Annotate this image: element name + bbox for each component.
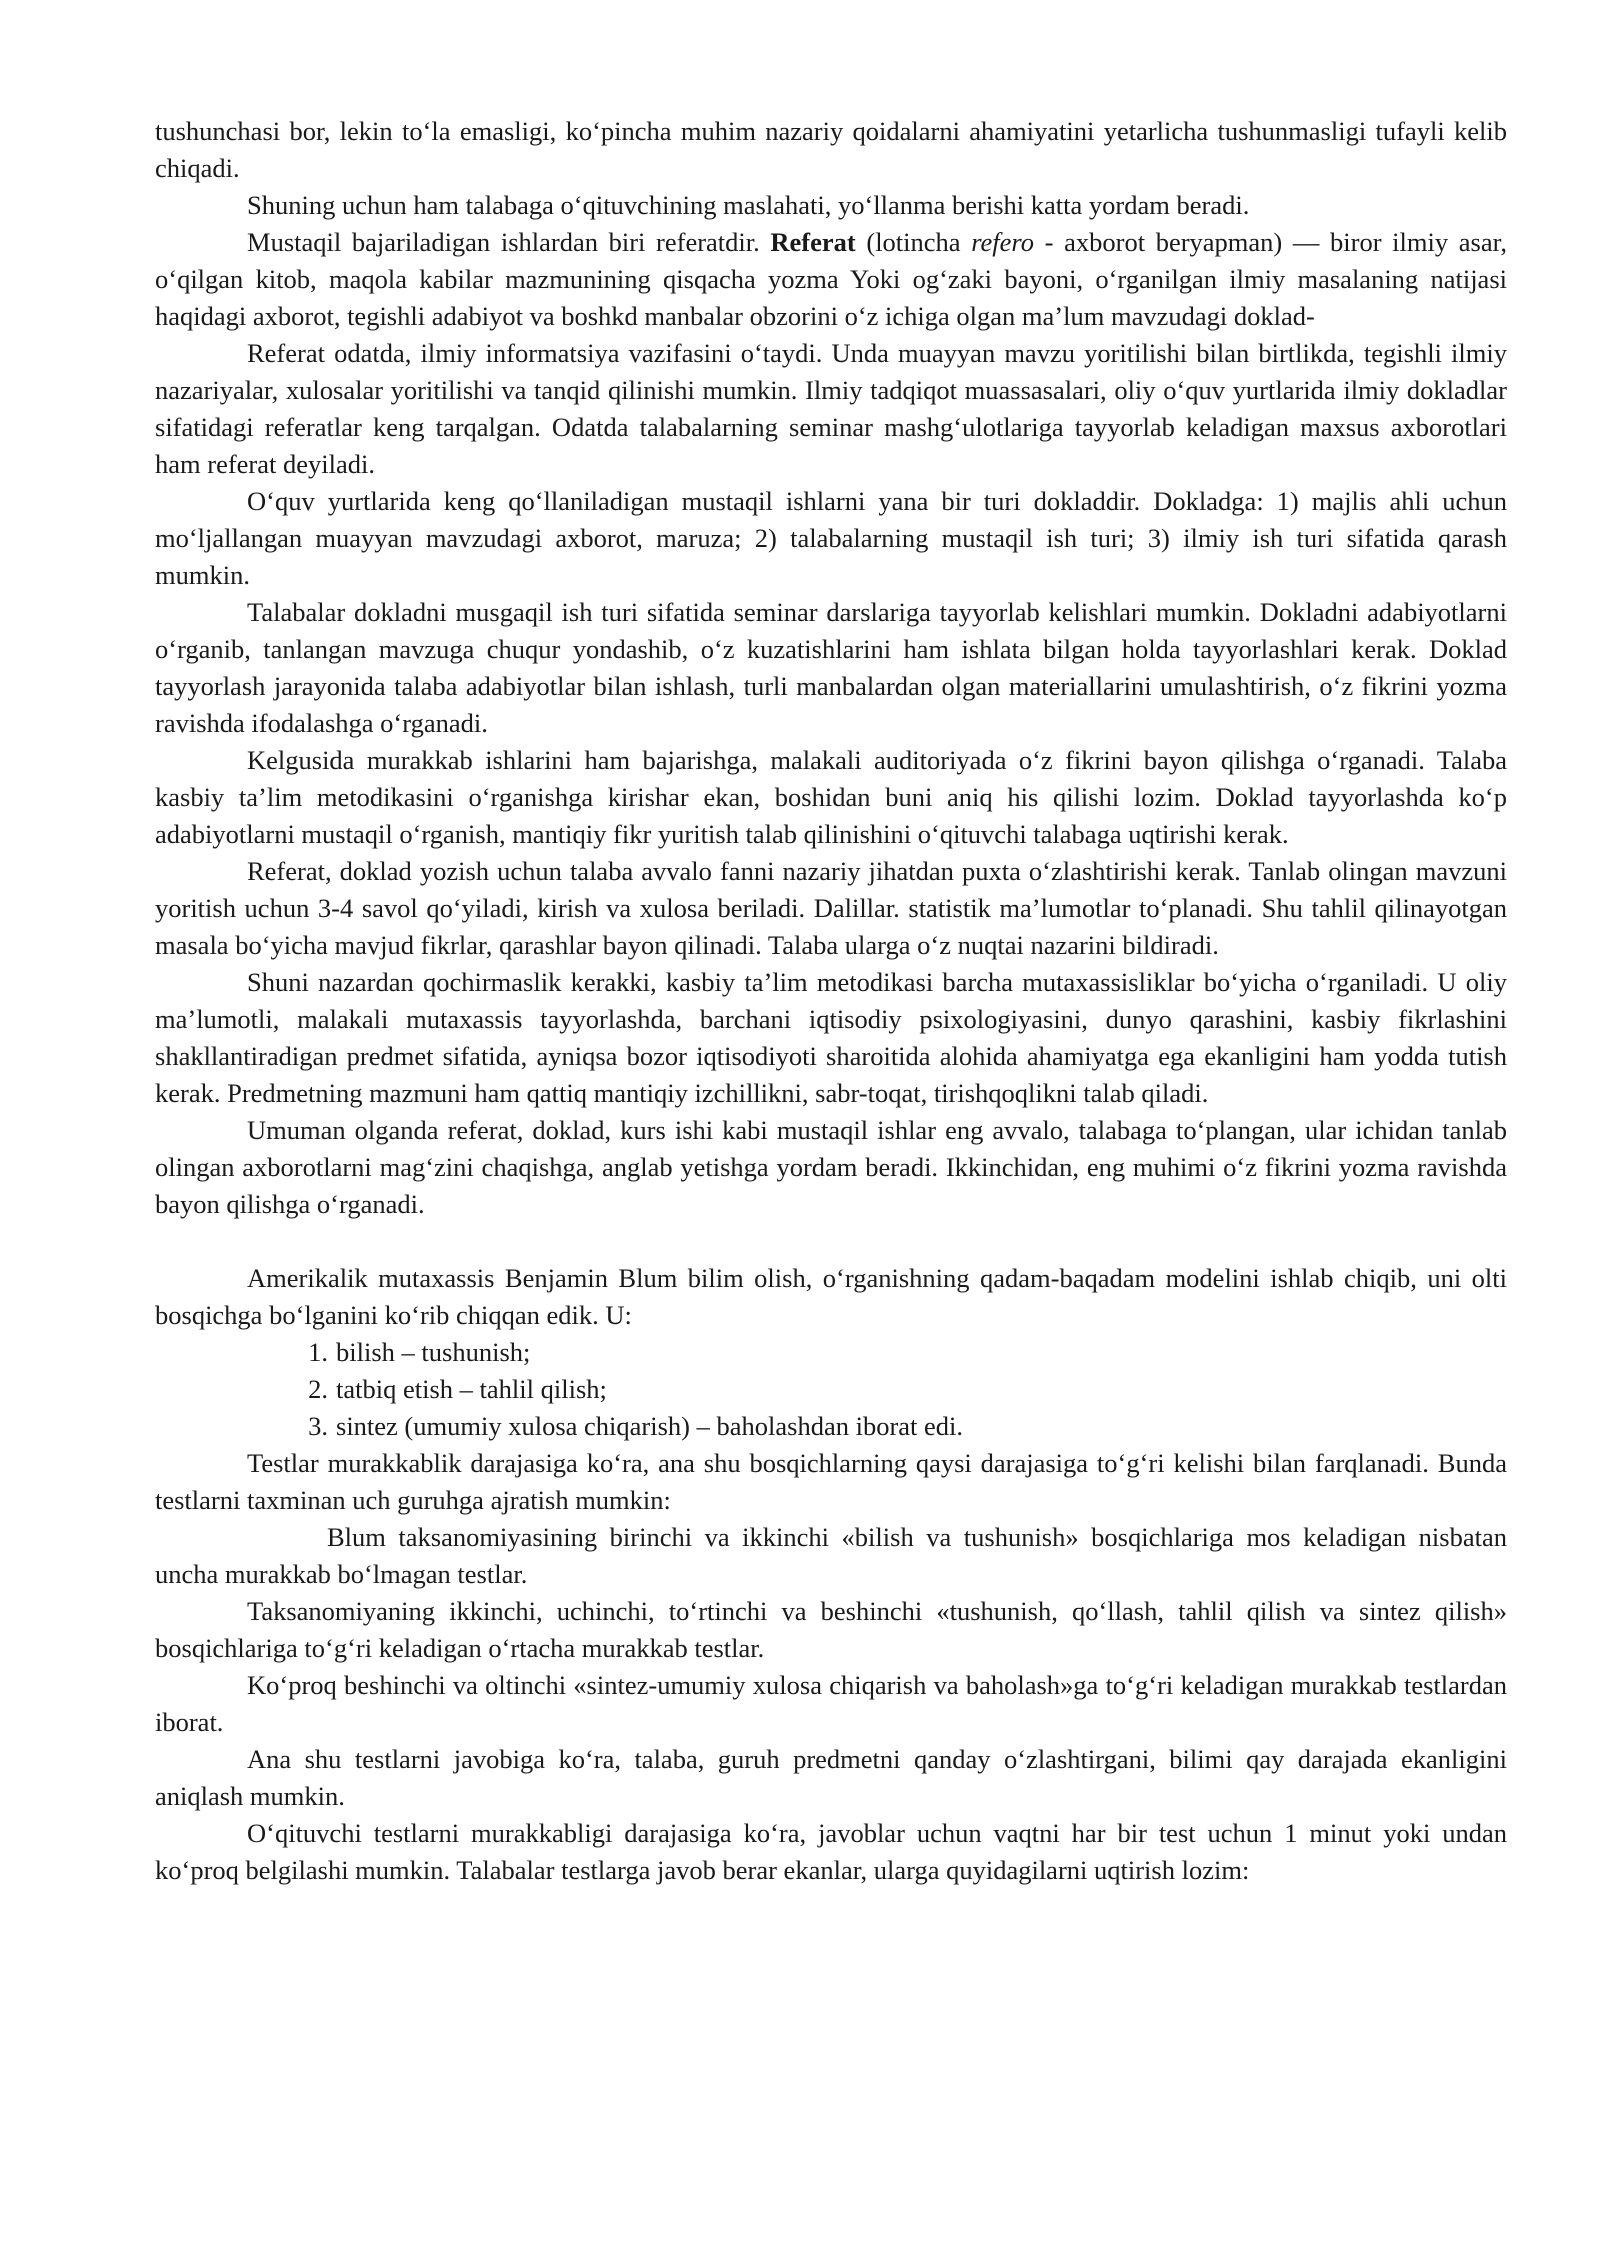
paragraph: Testlar murakkablik darajasiga ko‘ra, ana shu bosqichlarning qaysi darajasiga to‘g‘ri kelishi bilan farqlanadi. Bunda testlarni taxminan uch guruhga ajratish mumkin: [155,1448,1507,1515]
italic-term: refero [971,227,1034,257]
text-run: (lotincha [855,227,972,257]
list-number: 3. [308,1411,328,1441]
paragraph: Blum taksanomiyasining birinchi va ikkinchi «bilish va tushunish» bosqichlariga mos keladigan nisbatan uncha murakkab bo‘lmagan testlar. [155,1522,1507,1589]
bold-term: Referat [770,227,856,257]
paragraph-continuation: tushunchasi bor, lekin to‘la emasligi, ko‘pincha muhim nazariy qoidalarni ahamiyatini yetarlicha tushunmasligi tufayli kelib chiqadi. [155,116,1507,183]
text-run: - axborot beryapman) — biror ilmiy asar, o‘qilgan kitob, maqola kabilar mazmunining qisqacha yozma Yoki og‘zaki bayoni, o‘rganilgan ilmiy masalaning natijasi haqidagi axborot, tegishli adabiyot va boshkd manbalar obzorini o‘z ichiga olgan ma’lum mavzudagi doklad- [155,227,1507,331]
paragraph: Referat odatda, ilmiy informatsiya vazifasini o‘taydi. Unda muayyan mavzu yoritilishi bilan birtlikda, tegishli ilmiy nazariyalar, xulosalar yoritilishi va tanqid qilinishi mumkin. Ilmiy tadqiqot muassasalari, oliy o‘quv yurtlarida ilmiy dokladlar sifatidagi referatlar keng tarqalgan. Odatda talabalarning seminar mashg‘ulotlariga tayyorlab keladigan maxsus axborotlari ham referat deyiladi. [155,338,1507,479]
paragraph: Talabalar dokladni musgaqil ish turi sifatida seminar darslariga tayyorlab kelishlari mumkin. Dokladni adabiyotlarni o‘rganib, tanlangan mavzuga chuqur yondashib, o‘z kuzatishlarini ham ishlata bilgan holda tayyorlashlari kerak. Doklad tayyorlash jarayonida talaba adabiyotlar bilan ishlash, turli manbalardan olgan materiallarini umulashtirish, o‘z fikrini yozma ravishda ifodalashga o‘rganadi. [155,597,1507,738]
paragraph: Taksanomiyaning ikkinchi, uchinchi, to‘rtinchi va beshinchi «tushunish, qo‘llash, tahlil qilish va sintez qilish» bosqichlariga to‘g‘ri keladigan o‘rtacha murakkab testlar. [155,1596,1507,1663]
paragraph: O‘qituvchi testlarni murakkabligi darajasiga ko‘ra, javoblar uchun vaqtni har bir test uchun 1 minut yoki undan ko‘proq belgilashi mumkin. Talabalar testlarga javob berar ekanlar, ularga quyidagilarni uqtirish lozim: [155,1818,1507,1885]
paragraph: Ana shu testlarni javobiga ko‘ra, talaba, guruh predmetni qanday o‘zlashtirgani, bilimi qay darajada ekanligini aniqlash mumkin. [155,1744,1507,1811]
list-text: tatbiq etish – tahlil qilish; [336,1374,607,1404]
paragraph: Umuman olganda referat, doklad, kurs ishi kabi mustaqil ishlar eng avvalo, talabaga to‘plangan, ular ichidan tanlab olingan axborotlarni mag‘zini chaqishga, anglab yetishga yordam beradi. Ikkinchidan, eng muhimi o‘z fikrini yozma ravishda bayon qilishga o‘rganadi. [155,1115,1507,1219]
list-item [298,1371,1507,1408]
list-text: bilish – tushunish; [336,1337,531,1367]
paragraph: Shuning uchun ham talabaga o‘qituvchining maslahati, yo‘llanma berishi katta yordam beradi. [247,190,1250,220]
list-item [298,1334,1507,1371]
paragraph: Shuni nazardan qochirmaslik kerakki, kasbiy ta’lim metodikasi barcha mutaxassisliklar bo‘yicha o‘rganiladi. U oliy ma’lumotli, malakali mutaxassis tayyorlashda, barchani iqtisodiy psixologiyasini, dunyo qarashini, kasbiy fikrlashini shakllantiradigan predmet sifatida, ayniqsa bozor iqtisodiyoti sharoitida alohida ahamiyatga ega ekanligini ham yodda tutish kerak. Predmetning mazmuni ham qattiq mantiqiy izchillikni, sabr-toqat, tirishqoqlikni talab qiladi. [155,967,1507,1108]
paragraph-referat-definition [155,224,1507,335]
text-run: Mustaqil bajariladigan ishlardan biri referatdir. [247,227,771,257]
blank-line [155,1223,1507,1260]
list-text: sintez (umumiy xulosa chiqarish) – baholashdan iborat edi. [336,1411,964,1441]
paragraph: O‘quv yurtlarida keng qo‘llaniladigan mustaqil ishlarni yana bir turi dokladdir. Dokladga: 1) majlis ahli uchun mo‘ljallangan muayyan mavzudagi axborot, maruza; 2) talabalarning mustaqil ish turi; 3) ilmiy ish turi sifatida qarash mumkin. [155,486,1507,590]
numbered-list [155,1334,1507,1445]
list-item [298,1408,1507,1445]
list-number: 1. [308,1337,328,1367]
paragraph: Kelgusida murakkab ishlarini ham bajarishga, malakali auditoriyada o‘z fikrini bayon qilishga o‘rganadi. Talaba kasbiy ta’lim metodikasini o‘rganishga kirishar ekan, boshidan buni aniq his qilishi lozim. Doklad tayyorlashda ko‘p adabiyotlarni mustaqil o‘rganish, mantiqiy fikr yuritish talab qilinishini o‘qituvchi talabaga uqtirishi kerak. [155,745,1507,849]
list-number: 2. [308,1374,328,1404]
paragraph: Referat, doklad yozish uchun talaba avvalo fanni nazariy jihatdan puxta o‘zlashtirishi kerak. Tanlab olingan mavzuni yoritish uchun 3-4 savol qo‘yiladi, kirish va xulosa beriladi. Dalillar. statistik ma’lumotlar to‘planadi. Shu tahlil qilinayotgan masala bo‘yicha mavjud fikrlar, qarashlar bayon qilinadi. Talaba ularga o‘z nuqtai nazarini bildiradi. [155,856,1507,960]
paragraph: Ko‘proq beshinchi va oltinchi «sintez-umumiy xulosa chiqarish va baholash»ga to‘g‘ri keladigan murakkab testlardan iborat. [155,1670,1507,1737]
paragraph: Amerikalik mutaxassis Benjamin Blum bilim olish, o‘rganishning qadam-baqadam modelini ishlab chiqib, uni olti bosqichga bo‘lganini ko‘rib chiqqan edik. U: [155,1263,1507,1330]
